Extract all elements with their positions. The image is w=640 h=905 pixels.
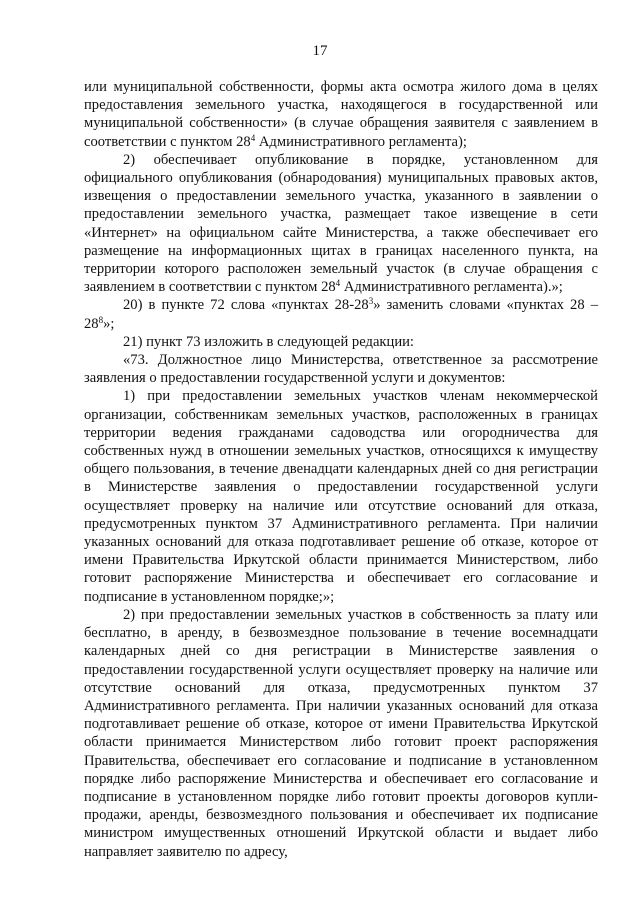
paragraph: «73. Должностное лицо Министерства, ответственное за рассмотрение заявления о предоставлении государственной услуги и документов: [84,352,598,387]
body-text [84,78,598,861]
paragraph: 2) обеспечивает опубликование в порядке, установленном для официального опубликования (обнародования) муниципальных правовых актов, извещения о предоставлении земельного участка, указанного в заявлении о предоставлении земельного участка, размещает такое извещение в сети «Интернет» на официальном сайте Министерства, а также обеспечивает его размещение на информационных щитах в границах населенного пункта, на территории которого расположен земельный участок (в случае обращения с заявлением в соответствии с пунктом $28^4$ Административного регламента).»; [84,151,598,296]
paragraph: или муниципальной собственности, формы акта осмотра жилого дома в целях предоставления земельного участка, находящегося в государственной или муниципальной собственности» (в случае обращения заявителя с заявлением в соответствии с пунктом $28^4$ Административного регламента); [84,79,598,150]
paragraph: 20) в пункте 72 слова «пунктах $28-28^3$» заменить словами «пунктах $28 - 28^8$»; [84,296,598,332]
page-number: 17 [312,43,328,59]
paragraph: 1) при предоставлении земельных участков членам некоммерческой организации, собственникам земельных участков, расположенных в границах территории ведения гражданами садоводства или огородничества для собственных нужд в отношении земельных участков, относящихся к имуществу общего пользования, в течение двенадцати календарных дней со дня регистрации в Министерстве заявления о предоставлении государственной услуги осуществляет проверку на наличие или отсутствие оснований для отказа, предусмотренных пунктом 37 Административного регламента. При наличии указанных оснований для отказа подготавливает решение об отказе, которое от имени Правительства Иркутской области принимается Министерством, либо готовит распоряжение Министерства и обеспечивает его согласование и подписание в установленном порядке;»; [84,388,598,605]
paragraph: 2) при предоставлении земельных участков в собственность за плату или бесплатно, в аренду, в безвозмездное пользование в течение восемнадцати календарных дней со дня регистрации в Министерстве заявления о предоставлении государственной услуги осуществляет проверку на наличие или отсутствие оснований для отказа, предусмотренных пунктом 37 Административного регламента. При наличии указанных оснований для отказа подготавливает решение об отказе, которое от имени Правительства Иркутской области принимается Министерством либо готовит проект распоряжения Правительства, обеспечивает его согласование и подписание в установленном порядке либо распоряжение Министерства и обеспечивает его согласование и подписание в установленном порядке либо готовит проекты договоров купли-продажи, аренды, безвозмездного пользования и обеспечивает их подписание министром имущественных отношений Иркутской области и выдает либо направляет заявителю по адресу, [84,606,598,860]
paragraph: 21) пункт 73 изложить в следующей редакции: [123,333,414,350]
